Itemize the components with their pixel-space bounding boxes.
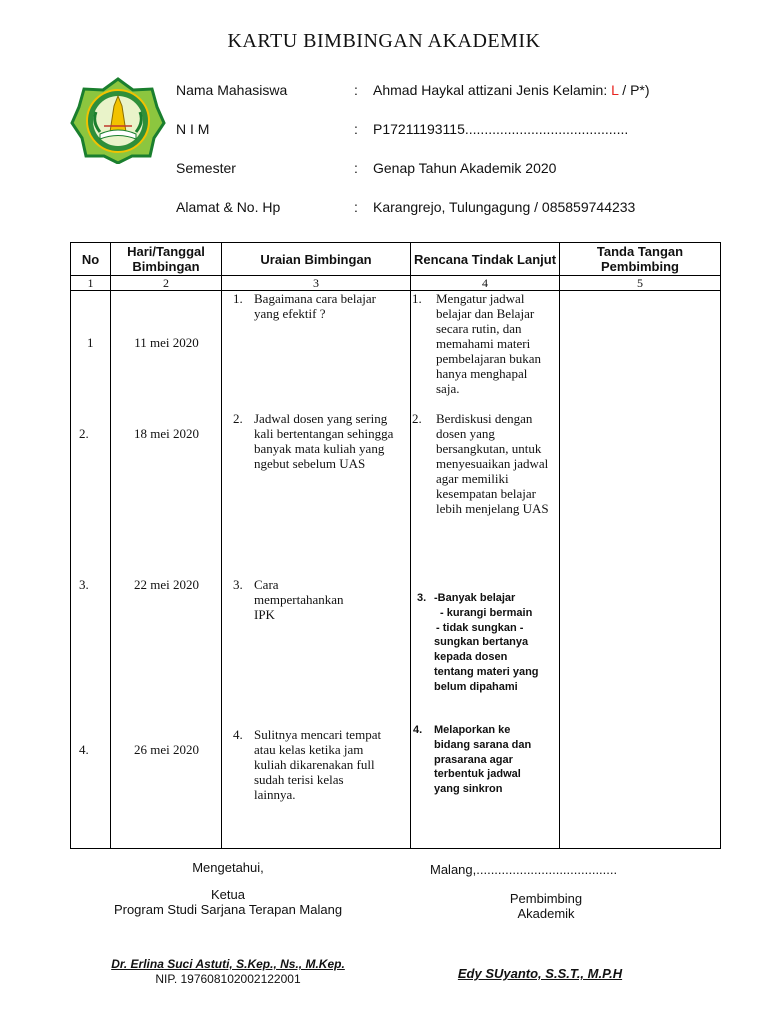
rencana-line: - kurangi bermain bbox=[440, 606, 533, 619]
row-no: 1 bbox=[87, 335, 94, 350]
col-number: 3 bbox=[222, 276, 411, 291]
row-no: 2. bbox=[79, 426, 89, 441]
rencana-line: Melaporkan ke bbox=[434, 724, 511, 736]
nama-text: Ahmad Haykal attizani Jenis Kelamin: bbox=[373, 82, 608, 98]
table-header-row bbox=[71, 243, 721, 276]
row-date: 26 mei 2020 bbox=[134, 742, 199, 757]
uraian-number: 1. bbox=[233, 291, 243, 306]
uraian-number: 2. bbox=[233, 411, 243, 426]
alamat-label: Alamat & No. Hp bbox=[176, 199, 281, 215]
pembimbing-text: Pembimbing bbox=[509, 891, 583, 906]
date-cell bbox=[111, 291, 222, 849]
header-uraian: Uraian Bimbingan bbox=[222, 243, 411, 276]
rencana-line: belum dipahami bbox=[434, 680, 518, 693]
colon: : bbox=[354, 82, 358, 98]
nip-text: NIP. 197608102002122001 bbox=[155, 972, 301, 986]
rencana-number: 3. bbox=[417, 592, 427, 604]
rencana-number: 2. bbox=[412, 411, 422, 426]
gender-l: L bbox=[611, 82, 619, 98]
ketua-text: Ketua bbox=[211, 887, 245, 902]
uraian-number: 3. bbox=[233, 577, 243, 592]
semester-label: Semester bbox=[176, 160, 236, 176]
header-no: No bbox=[71, 243, 111, 276]
gender-rest: / P*) bbox=[622, 82, 650, 98]
prodi-text: Program Studi Sarjana Terapan Malang bbox=[113, 902, 343, 917]
semester-value: Genap Tahun Akademik 2020 bbox=[373, 160, 557, 176]
row-no: 3. bbox=[79, 577, 89, 592]
rencana-line: terbentuk jadwal bbox=[434, 768, 521, 781]
uraian-text: Jadwal dosen yang sering kali bertentangan sehingga banyak mata kuliah yang ngebut sebelum UAS bbox=[254, 411, 394, 471]
header-tanda-tangan: Tanda Tangan Pembimbing bbox=[560, 243, 721, 276]
nim-label: N I M bbox=[176, 121, 210, 137]
rencana-line: kepada dosen bbox=[434, 651, 508, 664]
row-date: 22 mei 2020 bbox=[134, 577, 199, 592]
rencana-lines bbox=[434, 591, 556, 695]
col-number: 5 bbox=[560, 276, 721, 291]
rencana-line: yang sinkron bbox=[434, 783, 503, 796]
col-number: 4 bbox=[411, 276, 560, 291]
row-date: 18 mei 2020 bbox=[134, 426, 199, 441]
guidance-table bbox=[70, 242, 721, 849]
rencana-line: bidang sarana dan bbox=[434, 738, 532, 751]
rencana-cell bbox=[411, 291, 560, 849]
signature-cell bbox=[560, 291, 721, 849]
mengetahui-text: Mengetahui, bbox=[192, 860, 264, 875]
nama-label: Nama Mahasiswa bbox=[176, 82, 288, 98]
rencana-line: tentang materi yang bbox=[434, 665, 539, 678]
uraian-text: Bagaimana cara belajar yang efektif ? bbox=[254, 291, 376, 321]
document-title: KARTU BIMBINGAN AKADEMIK bbox=[227, 30, 541, 52]
colon: : bbox=[354, 121, 358, 137]
rencana-number: 4. bbox=[413, 724, 423, 736]
signer-left: Dr. Erlina Suci Astuti, S.Kep., Ns., M.Kep. bbox=[111, 957, 345, 971]
rencana-line: sungkan bertanya bbox=[434, 636, 529, 649]
alamat-value: Karangrejo, Tulungagung / 085859744233 bbox=[373, 199, 636, 215]
rencana-line: prasarana agar bbox=[434, 753, 513, 766]
uraian-number: 4. bbox=[233, 727, 243, 742]
row-date: 11 mei 2020 bbox=[134, 335, 199, 350]
table-body-row bbox=[71, 291, 721, 849]
institution-logo-icon bbox=[70, 76, 166, 164]
rencana-line: - tidak sungkan - bbox=[436, 621, 524, 634]
rencana-number: 1. bbox=[412, 291, 422, 306]
akademik-text: Akademik bbox=[517, 906, 575, 921]
colon: : bbox=[354, 199, 358, 215]
nama-value bbox=[373, 82, 650, 98]
malang-text: Malang,....................................... bbox=[430, 862, 618, 877]
col-number: 1 bbox=[71, 276, 111, 291]
rencana-lines bbox=[434, 723, 556, 797]
column-number-row bbox=[71, 276, 721, 291]
rencana-line: -Banyak belajar bbox=[434, 592, 516, 604]
no-cell bbox=[71, 291, 111, 849]
uraian-text: Cara mempertahankan IPK bbox=[254, 577, 344, 622]
rencana-text: Mengatur jadwal belajar dan Belajar secara rutin, dan memahami materi pembelajaran bukan hanya menghapal saja. bbox=[436, 291, 542, 396]
row-no: 4. bbox=[79, 742, 89, 757]
header-date: Hari/Tanggal Bimbingan bbox=[111, 243, 222, 276]
col-number: 2 bbox=[111, 276, 222, 291]
signer-right: Edy SUyanto, S.S.T., M.P.H bbox=[457, 966, 623, 981]
colon: : bbox=[354, 160, 358, 176]
uraian-cell bbox=[222, 291, 411, 849]
uraian-text: Sulitnya mencari tempat atau kelas ketika jam kuliah dikarenakan full sudah terisi kelas lainnya. bbox=[254, 727, 382, 802]
rencana-text: Berdiskusi dengan dosen yang bersangkutan, untuk menyesuaikan jadwal agar memiliki kesempatan belajar lebih menjelang UAS bbox=[436, 411, 549, 516]
header-rencana: Rencana Tindak Lanjut bbox=[411, 243, 560, 276]
nim-value: P17211193115.......................................... bbox=[373, 121, 629, 137]
